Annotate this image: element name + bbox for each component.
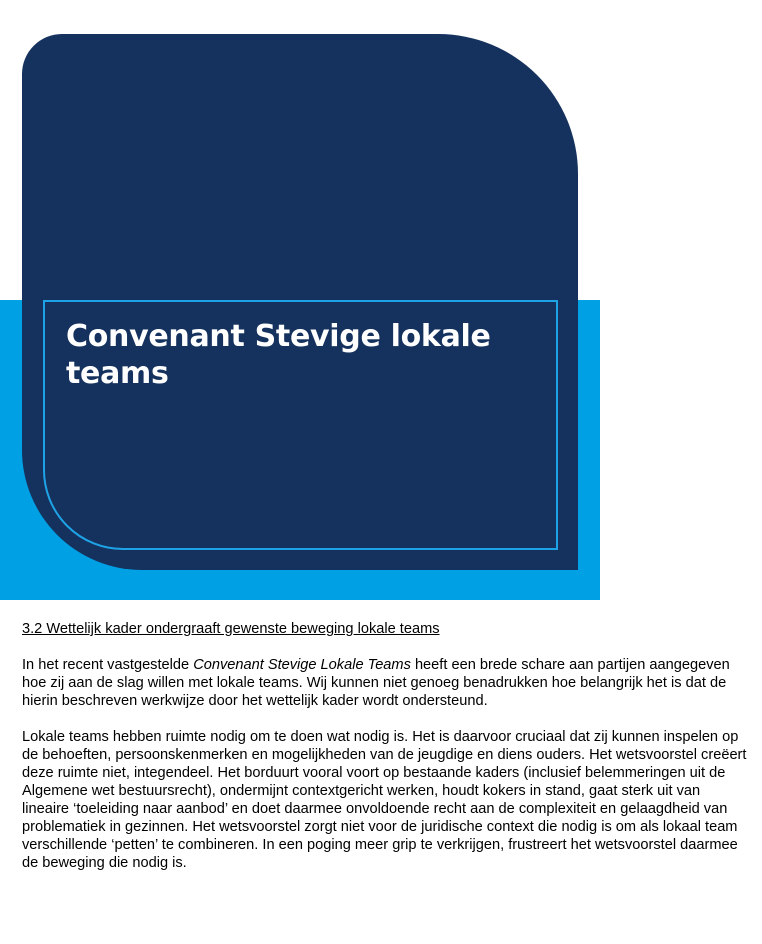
section-body (22, 620, 750, 890)
paragraph-convenant-rest: heeft een brede schare aan partijen aangegeven hoe zij aan de slag willen met lokale teams. Wij kunnen niet genoeg benadrukken hoe belangrijk het is dat de hierin beschreven werkwijze door het wettelijk kader wordt ondersteund. (22, 657, 730, 709)
cover-title: Convenant Stevige lokale teams (66, 319, 491, 391)
paragraph-convenant-lead: In het recent vastgestelde (22, 657, 194, 673)
convenant-title-emphasis: Convenant Stevige Lokale Teams (193, 657, 411, 673)
section-heading: 3.2 Wettelijk kader ondergraaft gewenste beweging lokale teams (22, 621, 440, 637)
paragraph-convenant (22, 656, 750, 710)
paragraph-lokale-teams: Lokale teams hebben ruimte nodig om te doen wat nodig is. Het is daarvoor cruciaal dat zij kunnen inspelen op de behoeften, persoonskenmerken en mogelijkheden van de jeugdige en diens ouders. Het wetsvoorstel creëert deze ruimte niet, integendeel. Het borduurt vooral voort op bestaande kaders (inclusief belemmeringen uit de Algemene wet bestuursrecht), ondermijnt contextgericht werken, houdt kokers in stand, gaat sterk uit van lineaire ‘toeleiding naar aanbod’ en doet daarmee onvoldoende recht aan de complexiteit en gelaagdheid van problematiek in gezinnen. Het wetsvoorstel zorgt niet voor de juridische context die nodig is om als lokaal team verschillende ‘petten’ te combineren. In een poging meer grip te verkrijgen, frustreert het wetsvoorstel daarmee de beweging die nodig is. (22, 729, 747, 871)
